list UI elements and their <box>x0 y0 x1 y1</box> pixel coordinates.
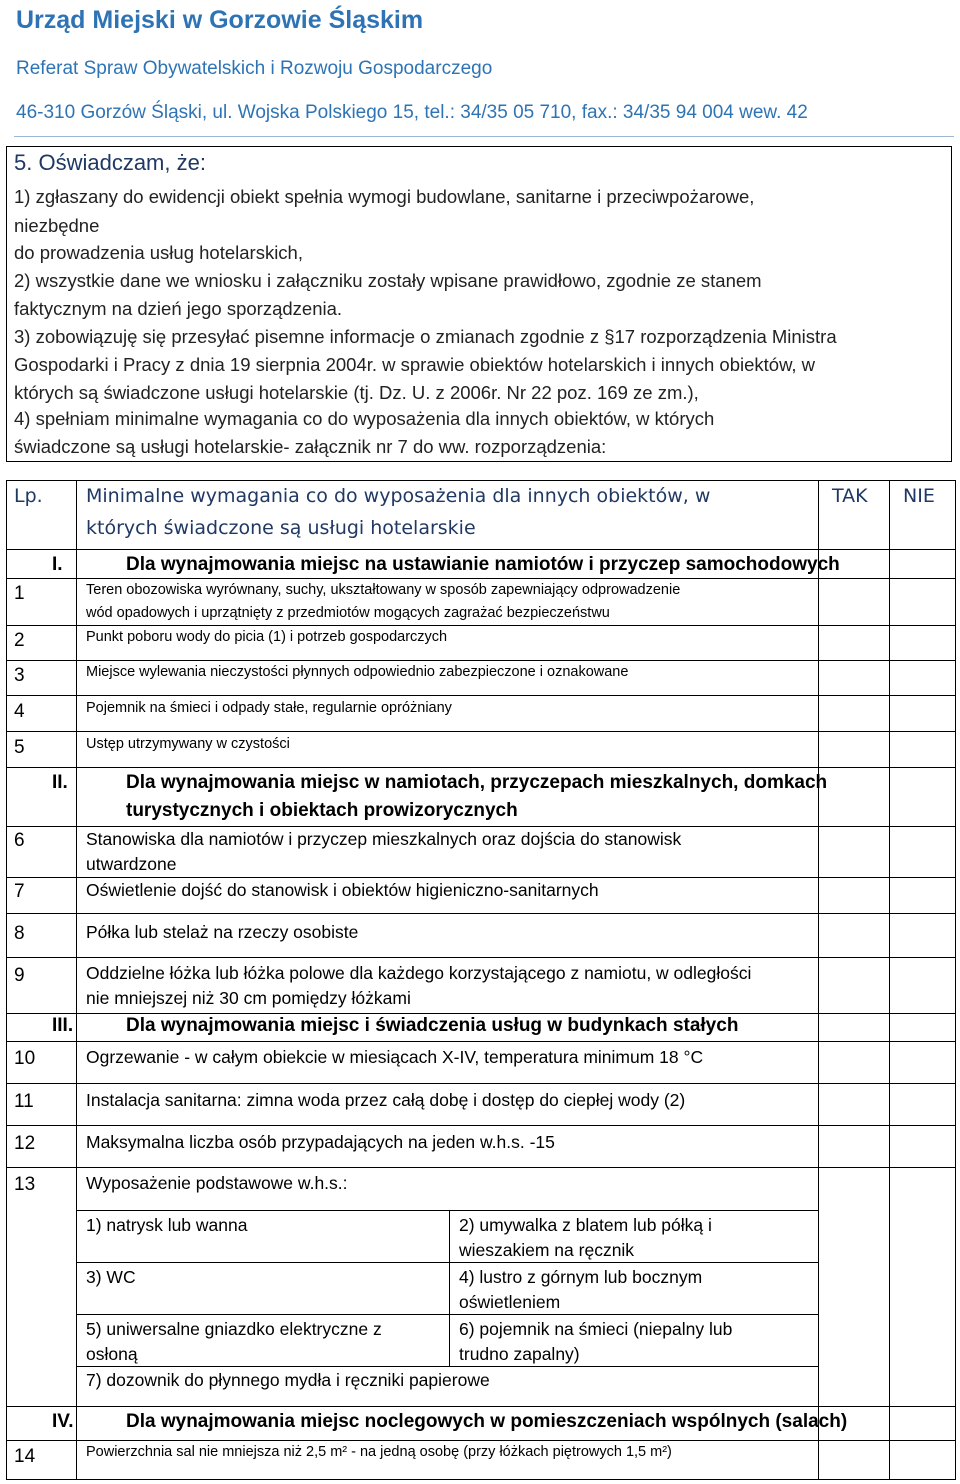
declaration-line: 3) zobowiązuję się przesyłać pisemne informacje o zmianach zgodnie z §17 rozporządzenia Ministra <box>14 326 837 347</box>
section-title: Dla wynajmowania miejsc noclegowych w pomieszczeniach wspólnych (salach) <box>126 1411 848 1432</box>
section-number: III. <box>52 1015 74 1036</box>
section-title: Dla wynajmowania miejsc na ustawianie namiotów i przyczep samochodowych <box>126 554 840 575</box>
header-divider <box>14 136 954 137</box>
row-text: Teren obozowiska wyrównany, suchy, ukształtowany w sposób zapewniający odprowadzenie <box>86 582 681 598</box>
row-number: 6 <box>14 830 25 851</box>
whs-item: 1) natrysk lub wanna <box>86 1215 248 1235</box>
whs-item: trudno zapalny) <box>459 1344 580 1364</box>
row-number: 12 <box>14 1133 36 1154</box>
row-number: 9 <box>14 965 25 986</box>
whs-item: 7) dozownik do płynnego mydła i ręczniki papierowe <box>86 1370 490 1390</box>
header-requirements: których świadczone są usługi hotelarskie <box>86 517 476 539</box>
whs-item: oświetleniem <box>459 1292 561 1312</box>
table-gridline <box>6 625 956 626</box>
whs-item: 4) lustro z górnym lub bocznym <box>459 1267 703 1287</box>
row-text: utwardzone <box>86 854 177 874</box>
row-text: Ustęp utrzymywany w czystości <box>86 736 290 752</box>
row-text: Półka lub stelaż na rzeczy osobiste <box>86 922 359 942</box>
row-text: Powierzchnia sal nie mniejsza niż 2,5 m² - na jedną osobę (przy łóżkach piętrowych 1,5 m²) <box>86 1444 672 1460</box>
row-number: 5 <box>14 737 25 758</box>
table-gridline <box>6 695 956 696</box>
header-requirements: Minimalne wymagania co do wyposażenia dla innych obiektów, w <box>86 485 711 507</box>
table-gridline <box>6 913 956 914</box>
row-text: Pojemnik na śmieci i odpady stałe, regularnie opróżniany <box>86 700 452 716</box>
declaration-line: niezbędne <box>14 215 100 236</box>
row-text: nie mniejszej niż 30 cm pomiędzy łóżkami <box>86 988 411 1008</box>
table-gridline <box>6 1125 956 1126</box>
office-title: Urząd Miejski w Gorzowie Śląskim <box>16 6 424 34</box>
row-text: Instalacja sanitarna: zimna woda przez całą dobę i dostęp do ciepłej wody (2) <box>86 1090 686 1110</box>
table-gridline <box>6 957 956 958</box>
row-text: Oddzielne łóżka lub łóżka polowe dla każdego korzystającego z namiotu, w odległości <box>86 963 752 983</box>
table-gridline <box>6 1013 956 1014</box>
whs-gridline <box>76 1366 818 1367</box>
row-number: 1 <box>14 583 25 604</box>
declaration-line: 2) wszystkie dane we wniosku i załączniku zostały wpisane prawidłowo, zgodnie ze stanem <box>14 270 762 291</box>
whs-item: 5) uniwersalne gniazdko elektryczne z <box>86 1319 382 1339</box>
department-name: Referat Spraw Obywatelskich i Rozwoju Gospodarczego <box>16 58 493 79</box>
whs-gridline <box>76 1210 818 1211</box>
declaration-line: których są świadczone usługi hotelarskie (tj. Dz. U. z 2006r. Nr 22 poz. 169 ze zm.), <box>14 382 699 403</box>
table-gridline <box>6 877 956 878</box>
row-text: Miejsce wylewania nieczystości płynnych odpowiednio zabezpieczone i oznakowane <box>86 664 629 680</box>
header-nie: NIE <box>903 485 935 507</box>
table-gridline <box>6 731 956 732</box>
row-number: 8 <box>14 923 25 944</box>
row-text: Ogrzewanie - w całym obiekcie w miesiącach X-IV, temperatura minimum 18 °C <box>86 1047 704 1067</box>
declaration-line: faktycznym na dzień jego sporządzenia. <box>14 298 343 319</box>
whs-item: 2) umywalka z blatem lub półką i <box>459 1215 712 1235</box>
declaration-line: do prowadzenia usług hotelarskich, <box>14 242 303 263</box>
row-number: 13 <box>14 1174 36 1195</box>
row-text: Maksymalna liczba osób przypadających na jeden w.h.s. -15 <box>86 1132 555 1152</box>
section-number: I. <box>52 554 63 575</box>
section-number: IV. <box>52 1411 74 1432</box>
whs-gridline <box>449 1210 450 1366</box>
declaration-heading: 5. Oświadczam, że: <box>14 150 206 175</box>
section-title: Dla wynajmowania miejsc w namiotach, przyczepach mieszkalnych, domkach <box>126 772 828 793</box>
table-gridline <box>6 660 956 661</box>
whs-item: osłoną <box>86 1344 138 1364</box>
table-gridline <box>818 480 819 1480</box>
row-text: wód opadowych i uprzątnięty z przedmiotów mogących zagrażać bezpieczeństwu <box>86 605 610 621</box>
row-text: Oświetlenie dojść do stanowisk i obiektów higieniczno-sanitarnych <box>86 880 599 900</box>
table-gridline <box>6 1041 956 1042</box>
row-number: 4 <box>14 701 25 722</box>
row-number: 11 <box>14 1091 34 1112</box>
whs-item: 3) WC <box>86 1267 136 1287</box>
whs-gridline <box>76 1314 818 1315</box>
row-number: 2 <box>14 630 25 651</box>
office-address: 46-310 Gorzów Śląski, ul. Wojska Polskiego 15, tel.: 34/35 05 710, fax.: 34/35 94 004 wew. 42 <box>16 102 808 123</box>
table-gridline <box>6 1083 956 1084</box>
table-gridline <box>6 1406 956 1407</box>
table-gridline <box>6 1167 956 1168</box>
whs-item: 6) pojemnik na śmieci (niepalny lub <box>459 1319 733 1339</box>
table-gridline <box>889 480 890 1480</box>
header-lp: Lp. <box>14 485 43 507</box>
row-number: 10 <box>14 1048 36 1069</box>
header-tak: TAK <box>832 485 868 507</box>
row-number: 3 <box>14 665 25 686</box>
table-gridline <box>6 826 956 827</box>
declaration-line: 1) zgłaszany do ewidencji obiekt spełnia wymogi budowlane, sanitarne i przeciwpożarowe, <box>14 186 755 207</box>
section-title: Dla wynajmowania miejsc i świadczenia usług w budynkach stałych <box>126 1015 739 1036</box>
table-gridline <box>6 578 956 579</box>
table-gridline <box>6 549 956 550</box>
row-number: 14 <box>14 1446 36 1467</box>
row-number: 7 <box>14 881 25 902</box>
section-title: turystycznych i obiektach prowizorycznych <box>126 800 518 821</box>
declaration-line: świadczone są usługi hotelarskie- załącznik nr 7 do ww. rozporządzenia: <box>14 436 607 457</box>
declaration-line: 4) spełniam minimalne wymagania co do wyposażenia dla innych obiektów, w których <box>14 408 715 429</box>
row-text: Wyposażenie podstawowe w.h.s.: <box>86 1173 348 1193</box>
row-text: Stanowiska dla namiotów i przyczep mieszkalnych oraz dojścia do stanowisk <box>86 829 682 849</box>
table-gridline <box>6 1440 956 1441</box>
whs-item: wieszakiem na ręcznik <box>459 1240 635 1260</box>
declaration-line: Gospodarki i Pracy z dnia 19 sierpnia 2004r. w sprawie obiektów hotelarskich i innych obiektów, w <box>14 354 816 375</box>
table-gridline <box>76 480 77 1480</box>
row-text: Punkt poboru wody do picia (1) i potrzeb gospodarczych <box>86 629 448 645</box>
section-number: II. <box>52 772 68 793</box>
whs-gridline <box>76 1262 818 1263</box>
table-gridline <box>6 767 956 768</box>
